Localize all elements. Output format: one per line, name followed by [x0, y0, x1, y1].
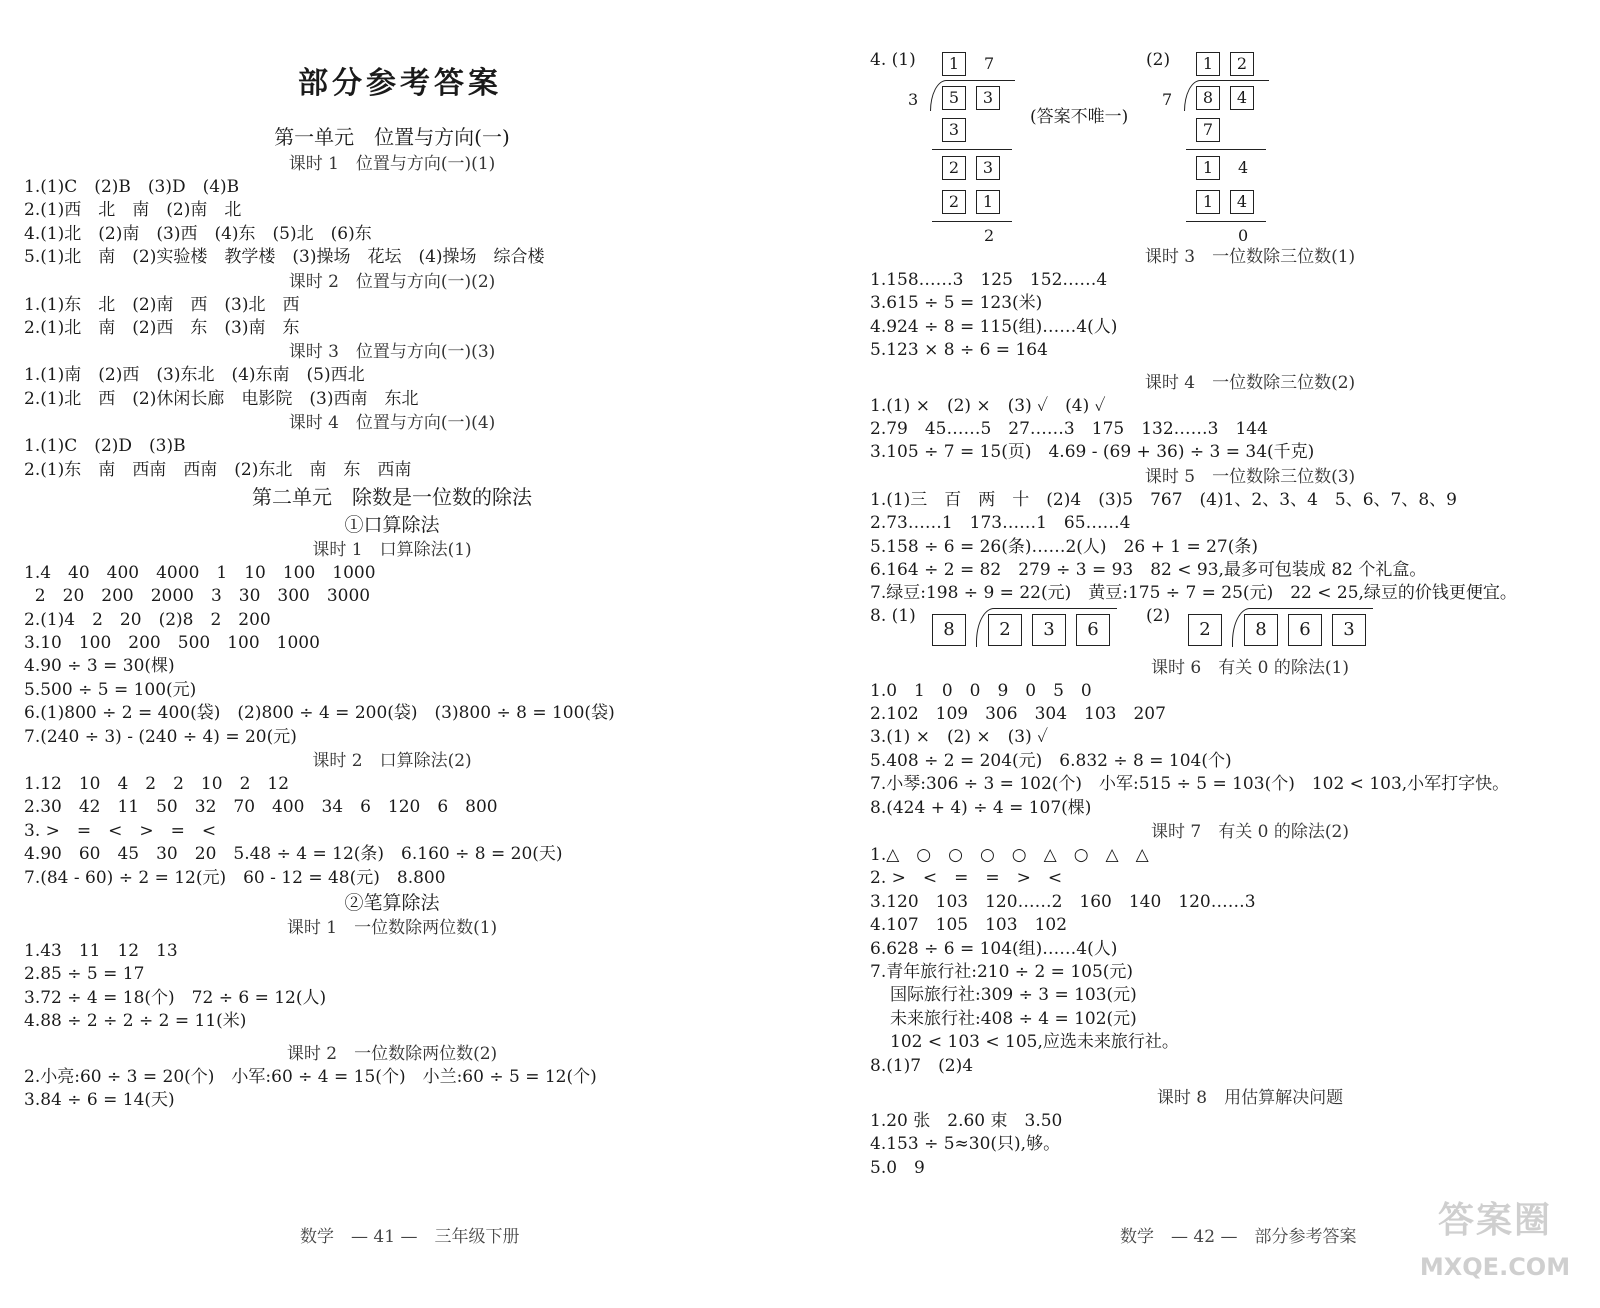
answer-line: 3. > = < > = < [24, 820, 217, 841]
answer-line: 2.(1)北 西 (2)休闲长廊 电影院 (3)西南 东北 [24, 388, 419, 409]
answer-line: 7.绿豆:198 ÷ 9 = 22(元) 黄豆:175 ÷ 7 = 25(元) 22 < 25,绿豆的价钱更便宜。 [870, 583, 1517, 604]
answer-line: 6.(1)800 ÷ 2 = 400(袋) (2)800 ÷ 4 = 200(袋) (3)800 ÷ 8 = 100(袋) [24, 703, 615, 724]
step-box: 1 [1196, 156, 1220, 180]
left-answer-list [24, 122, 784, 1112]
answer-line: 7.青年旅行社:210 ÷ 2 = 105(元) [870, 961, 1134, 982]
answer-line: 6.164 ÷ 2 = 82 279 ÷ 3 = 93 82 < 93,最多可包装成 82 个礼盒。 [870, 559, 1427, 580]
answer-line: 4.924 ÷ 8 = 115(组)……4(人) [870, 316, 1118, 337]
dividend-box: 5 [942, 86, 966, 110]
dividend-box: 2 [988, 614, 1022, 646]
answer-line: 5.408 ÷ 2 = 204(元) 6.832 ÷ 8 = 104(个) [870, 750, 1232, 771]
answer-line: 5.0 9 [870, 1157, 925, 1178]
answer-line: 102 < 103 < 105,应选未来旅行社。 [890, 1032, 1179, 1053]
spacer [870, 1078, 1590, 1086]
q4-label-2: (2) [1146, 50, 1171, 70]
answer-line: 1.(1)南 (2)西 (3)东北 (4)东南 (5)西北 [24, 365, 365, 386]
answer-line: 1.(1)C (2)B (3)D (4)B [24, 177, 240, 197]
unit-heading: 第二单元 除数是一位数的除法 [252, 484, 532, 509]
answer-line: 2.85 ÷ 5 = 17 [24, 964, 145, 985]
answer-line: 3.10 100 200 500 100 1000 [24, 633, 320, 654]
subtraction-line [1186, 149, 1266, 150]
dividend-box: 3 [1332, 614, 1366, 646]
answer-line: 2.(1)4 2 20 (2)8 2 200 [24, 609, 271, 630]
answer-line: 4.(1)北 (2)南 (3)西 (4)东 (5)北 (6)东 [24, 223, 372, 244]
step-box: 1 [976, 190, 1000, 214]
right-footer: 数学 — 42 — 部分参考答案 [1120, 1227, 1357, 1247]
answer-line: 5.(1)北 南 (2)实验楼 教学楼 (3)操场 花坛 (4)操场 综合楼 [24, 247, 545, 268]
q4-long-division [870, 0, 1590, 245]
lesson-heading: 课时 5 一位数除三位数(3) [1144, 466, 1356, 487]
step-box: 2 [942, 190, 966, 214]
quotient-box: 1 [1196, 52, 1220, 76]
answer-line: 1.0 1 0 0 9 0 5 0 [870, 680, 1092, 701]
answer-line: 7.(240 ÷ 3) - (240 ÷ 4) = 20(元) [24, 726, 297, 747]
lesson-heading: 课时 1 口算除法(1) [312, 539, 472, 560]
dividend-box: 8 [1196, 86, 1220, 110]
answer-line: 4.107 105 103 102 [870, 915, 1068, 936]
lesson-heading: 课时 8 用估算解决问题 [1156, 1087, 1344, 1108]
quotient-box: 2 [1230, 52, 1254, 76]
answer-line: 2.(1)北 南 (2)西 东 (3)南 东 [24, 317, 300, 338]
lesson-heading: 课时 6 有关 0 的除法(1) [1151, 657, 1349, 678]
step-box: 4 [1230, 190, 1254, 214]
lesson-heading: 课时 2 口算除法(2) [312, 751, 472, 772]
answer-line: 2.小亮:60 ÷ 3 = 20(个) 小军:60 ÷ 4 = 15(个) 小兰:60 ÷ 5 = 12(个) [24, 1066, 597, 1087]
dividend-box: 3 [976, 86, 1000, 110]
right-page [870, 0, 1590, 1308]
page-title: 部分参考答案 [298, 66, 502, 101]
spacer [870, 363, 1590, 371]
step-box: 3 [942, 118, 966, 142]
dividend-box: 4 [1230, 86, 1254, 110]
answer-line: 1.43 11 12 13 [24, 940, 178, 961]
answer-line: 7.(84 - 60) ÷ 2 = 12(元) 60 - 12 = 48(元) 8.800 [24, 867, 446, 888]
q4-note: (答案不唯一) [1030, 107, 1129, 127]
answer-line: 3.120 103 120……2 160 140 120……3 [870, 891, 1256, 912]
divisor-box: 2 [1188, 614, 1222, 646]
q4-label-1: 4. (1) [870, 50, 916, 70]
subtraction-line [1186, 221, 1266, 222]
lesson-heading: 课时 3 位置与方向(一)(3) [288, 342, 496, 363]
answer-line: 5.158 ÷ 6 = 26(条)……2(人) 26 + 1 = 27(条) [870, 536, 1259, 557]
answer-line: 7.小琴:306 ÷ 3 = 102(个) 小军:515 ÷ 5 = 103(个) 102 < 103,小军打字快。 [870, 774, 1510, 795]
answer-line: 1.(1) × (2) × (3) ✓ (4) ✓ [870, 395, 1106, 416]
answer-line: 3.72 ÷ 4 = 18(个) 72 ÷ 6 = 12(人) [24, 987, 327, 1008]
dividend-box: 3 [1032, 614, 1066, 646]
answer-line: 2.30 42 11 50 32 70 400 34 6 120 6 800 [24, 797, 498, 818]
q8-division-boxes [870, 606, 1590, 656]
subtraction-line [932, 221, 1012, 222]
answer-line: 4.90 ÷ 3 = 30(棵) [24, 656, 175, 677]
lesson-heading: 课时 3 一位数除三位数(1) [1144, 247, 1356, 267]
dividend-box: 6 [1076, 614, 1110, 646]
lesson-heading: 课时 1 一位数除两位数(1) [286, 917, 498, 938]
answer-line: 8.(1)7 (2)4 [870, 1055, 974, 1076]
divisor-digit: 3 [908, 90, 919, 109]
answer-line: 3.(1) × (2) × (3) ✓ [870, 727, 1049, 748]
divisor-box: 8 [932, 614, 966, 646]
answer-line: 1.4 40 400 4000 1 10 100 1000 [24, 562, 376, 583]
q8-label-2: (2) [1146, 605, 1171, 626]
answer-line: 1.158……3 125 152……4 [870, 270, 1108, 290]
remainder-digit: 2 [984, 226, 995, 245]
step-box: 3 [976, 156, 1000, 180]
dividend-box: 8 [1244, 614, 1278, 646]
answer-line: 2 20 200 2000 3 30 300 3000 [24, 586, 371, 607]
step-box: 1 [1196, 190, 1220, 214]
unit-heading: 第一单元 位置与方向(一) [274, 125, 510, 149]
section-heading: ①口算除法 [344, 513, 440, 536]
step-box: 7 [1196, 118, 1220, 142]
q8-label-1: 8. (1) [870, 605, 916, 626]
step-digit: 4 [1238, 158, 1249, 177]
answer-line: 1.20 张 2.60 束 3.50 [870, 1110, 1063, 1131]
answer-line: 1.12 10 4 2 2 10 2 12 [24, 774, 290, 795]
answer-line: 5.500 ÷ 5 = 100(元) [24, 679, 197, 700]
answer-line: 4.90 60 45 30 20 5.48 ÷ 4 = 12(条) 6.160 ÷ 8 = 20(天) [24, 844, 563, 865]
dividend-box: 6 [1288, 614, 1322, 646]
answer-line: 1.(1)三 百 两 十 (2)4 (3)5 767 (4)1、2、3、4 5、6、7、8、9 [870, 489, 1457, 510]
lesson-heading: 课时 4 位置与方向(一)(4) [288, 413, 496, 434]
answer-line: 1.(1)东 北 (2)南 西 (3)北 西 [24, 294, 300, 315]
answer-line: 国际旅行社:309 ÷ 3 = 103(元) [890, 985, 1137, 1006]
spacer [24, 1034, 784, 1042]
answer-line: 2.(1)东 南 西南 西南 (2)东北 南 东 西南 [24, 459, 412, 480]
answer-line: 2. > < = = > < [870, 868, 1063, 889]
lesson-heading: 课时 2 一位数除两位数(2) [286, 1043, 498, 1064]
answer-line: 5.123 × 8 ÷ 6 = 164 [870, 340, 1048, 361]
step-box: 2 [942, 156, 966, 180]
answer-line: 1.(1)C (2)D (3)B [24, 436, 186, 457]
answer-line: 4.88 ÷ 2 ÷ 2 ÷ 2 = 11(米) [24, 1011, 247, 1032]
left-footer: 数学 — 41 — 三年级下册 [300, 1227, 520, 1247]
answer-line: 6.628 ÷ 6 = 104(组)……4(人) [870, 938, 1118, 959]
remainder-digit: 0 [1238, 226, 1249, 245]
quotient-digit: 7 [984, 54, 995, 73]
answer-line: 3.105 ÷ 7 = 15(页) 4.69 - (69 + 36) ÷ 3 = 34(千克) [870, 442, 1315, 463]
answer-line: 3.615 ÷ 5 = 123(米) [870, 293, 1043, 314]
answer-line: 未来旅行社:408 ÷ 4 = 102(元) [890, 1008, 1137, 1029]
right-answer-list [870, 245, 1590, 1180]
lesson-heading: 课时 2 位置与方向(一)(2) [288, 271, 496, 292]
answer-line: 2.79 45……5 27……3 175 132……3 144 [870, 418, 1268, 439]
answer-line: 2.73……1 173……1 65……4 [870, 513, 1131, 534]
section-heading: ②笔算除法 [344, 891, 440, 914]
quotient-box: 1 [942, 52, 966, 76]
answer-line: 1.△ ○ ○ ○ ○ △ ○ △ △ [870, 845, 1149, 866]
answer-line: 2.(1)西 北 南 (2)南 北 [24, 200, 242, 221]
answer-line: 4.153 ÷ 5≈30(只),够。 [870, 1134, 1061, 1155]
watermark-text: 答案圈 [1437, 1200, 1552, 1241]
lesson-heading: 课时 4 一位数除三位数(2) [1144, 372, 1356, 393]
answer-line: 8.(424 + 4) ÷ 4 = 107(棵) [870, 797, 1092, 818]
answer-line: 3.84 ÷ 6 = 14(天) [24, 1089, 175, 1110]
subtraction-line [932, 149, 1012, 150]
lesson-heading: 课时 1 位置与方向(一)(1) [288, 154, 496, 174]
divisor-digit: 7 [1162, 90, 1173, 109]
watermark-logo [1400, 1192, 1590, 1281]
watermark-url: MXQE.COM [1419, 1253, 1571, 1281]
lesson-heading: 课时 7 有关 0 的除法(2) [1151, 822, 1349, 843]
answer-line: 2.102 109 306 304 103 207 [870, 704, 1166, 725]
